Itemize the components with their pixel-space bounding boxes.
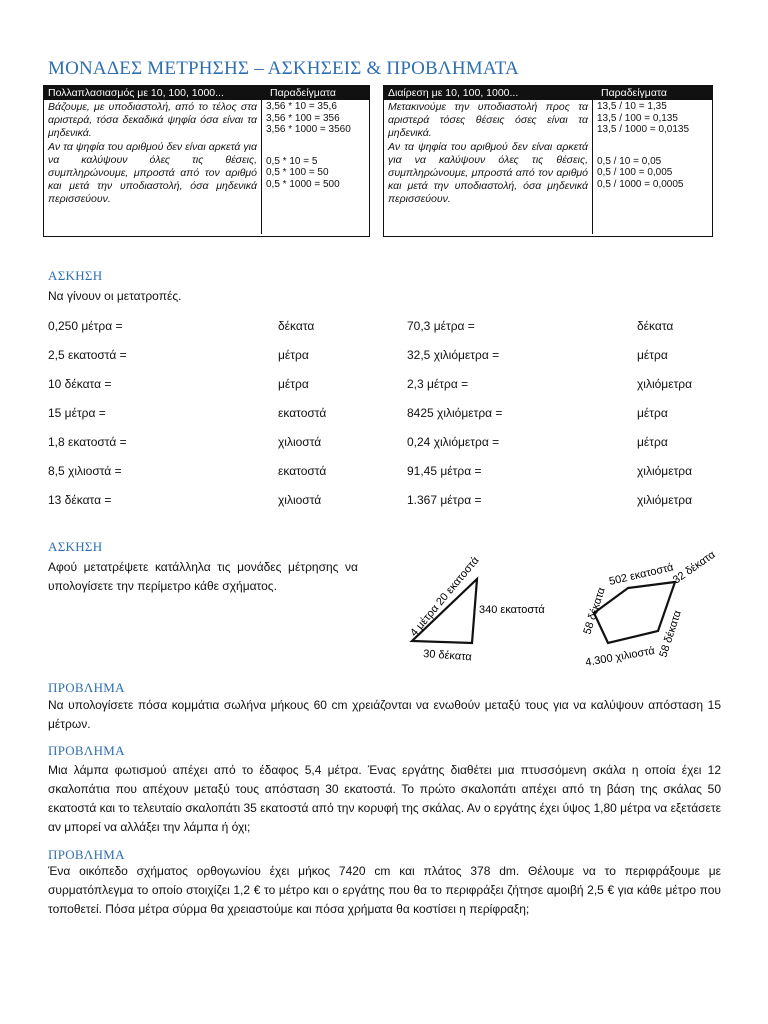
example-line: 13,5 / 100 = 0,135	[597, 112, 678, 124]
example-line: 0,5 / 1000 = 0,0005	[597, 178, 684, 190]
problem-text: Μια λάμπα φωτισμού απέχει από το έδαφος 5,4 μέτρα. Ένας εργάτης διαθέτει μια πτυσσόμενη σκάλα η οποία έχει 12 σκαλοπάτια που απέχουν μεταξύ τους απόσταση 30 εκατοστά. Το πρώτο σκαλοπάτι απέχει από τη βάση της σκάλας 50 εκατοστά και το τελευταίο σκαλοπάτι 35 εκατοστά από την κορυφή της σκάλας. Αν ο εργάτης έχει ύψος 1,80 μέτρα να εξετάσετε αν μπορεί να αλλάξει την λάμπα ή όχι;	[48, 763, 721, 834]
conversion-right-expression: 32,5 χιλιόμετρα =	[407, 348, 500, 362]
conversion-right-expression: 0,24 χιλιόμετρα =	[407, 435, 500, 449]
rule-paragraph: Αν τα ψηφία του αριθμού δεν είναι αρκετά για να καλύψουν όλες τις θέσεις, συμπληρώνουμε, μπροστά από τον αριθμό και μετά την υποδιαστολή, όσα μηδενικά περισσεύουν.	[48, 140, 257, 206]
multiplication-rule-text	[44, 100, 262, 234]
quadrilateral-side-label: 502 εκατοστά	[607, 561, 675, 588]
conversion-right-expression: 8425 χιλιόμετρα =	[407, 406, 503, 420]
conversion-left-expression: 15 μέτρα =	[48, 406, 106, 420]
exercise-instruction: Να γίνουν οι μετατροπές.	[48, 289, 182, 303]
rule-paragraph: Βάζουμε, με υποδιαστολή, από το τέλος στα αριστερά, τόσα δεκαδικά ψηφία όσα είναι τα μηδενικά.	[48, 101, 257, 140]
quadrilateral-side-label: 32 δέκατα	[670, 548, 718, 587]
page-title: ΜΟΝΑΔΕΣ ΜΕΤΡΗΣΗΣ – ΑΣΚΗΣΕΙΣ & ΠΡΟΒΛΗΜΑΤΑ	[48, 58, 519, 79]
triangle-figure	[385, 554, 545, 670]
triangle-side-label: 340 εκατοστά	[479, 604, 545, 616]
example-line: 0,5 / 100 = 0,005	[597, 167, 673, 179]
conversion-right-expression: 2,3 μέτρα =	[407, 377, 469, 391]
example-line: 13,5 / 1000 = 0,0135	[597, 124, 690, 136]
example-line: 0,5 * 100 = 50	[266, 167, 329, 179]
problem-heading: ΠΡΟΒΛΗΜΑ	[48, 847, 125, 862]
conversion-right-unit: μέτρα	[637, 435, 668, 449]
conversion-left-unit: εκατοστά	[278, 464, 327, 478]
multiplication-rule-box	[43, 85, 370, 237]
conversion-right-expression: 91,45 μέτρα =	[407, 464, 482, 478]
conversion-left-unit: εκατοστά	[278, 406, 327, 420]
conversion-right-unit: χιλιόμετρα	[637, 464, 693, 478]
example-line: 0,5 / 10 = 0,05	[597, 155, 662, 167]
conversion-right-expression: 70,3 μέτρα =	[407, 319, 475, 333]
example-line: 0,5 * 10 = 5	[266, 155, 318, 167]
conversion-left-expression: 2,5 εκατοστά =	[48, 348, 127, 362]
example-line: 0,5 * 1000 = 500	[266, 178, 340, 190]
exercise-text: Αφού μετατρέψετε κατάλληλα τις μονάδες μέτρησης να υπολογίσετε την περίμετρο κάθε σχήματος.	[48, 560, 358, 593]
example-line: 3,56 * 10 = 35,6	[266, 101, 337, 112]
multiplication-rule-header	[44, 86, 369, 100]
conversion-right-unit: δέκατα	[637, 319, 674, 333]
exercise-heading: ΑΣΚΗΣΗ	[48, 539, 103, 554]
conversion-right-unit: χιλιόμετρα	[637, 493, 693, 507]
quadrilateral-side-label: 4.300 χιλιοστά	[584, 644, 656, 669]
multiplication-examples	[262, 100, 369, 234]
conversion-left-expression: 13 δέκατα =	[48, 493, 112, 507]
quadrilateral-side-label: 58 δέκατα	[657, 609, 684, 659]
example-line: 13,5 / 10 = 1,35	[597, 101, 667, 112]
problem-text: Ένα οικόπεδο σχήματος ορθογωνίου έχει μήκος 7420 cm και πλάτος 378 dm. Θέλουμε να το περιφράξουμε με συρματόπλεγμα το οποίο στοιχίζει 1,2 € το μέτρο και ο εργάτης που θα το περιφράξει ζήτησε αμοιβή 2,5 € για κάθε μέτρο που τοποθετεί. Πόσα μέτρα σύρμα θα χρειαστούμε και πόσα χρήματα θα κοστίσει η περίφραξη;	[48, 864, 721, 916]
rule-header-label: Πολλαπλασιασμός με 10, 100, 1000...	[48, 87, 224, 99]
conversion-left-expression: 0,250 μέτρα =	[48, 319, 123, 333]
example-line: 3,56 * 100 = 356	[266, 112, 340, 124]
conversion-right-expression: 1.367 μέτρα =	[407, 493, 482, 507]
examples-header-label: Παραδείγματα	[270, 87, 336, 99]
conversion-left-unit: δέκατα	[278, 319, 315, 333]
problem-text: Να υπολογίσετε πόσα κομμάτια σωλήνα μήκους 60 cm χρειάζονται να ενωθούν μεταξύ τους για να καλύψουν απόσταση 15 μέτρων.	[48, 698, 721, 731]
division-rule-header	[384, 86, 712, 100]
conversion-left-expression: 1,8 εκατοστά =	[48, 435, 127, 449]
example-line: 3,56 * 1000 = 3560	[266, 124, 351, 136]
conversion-left-expression: 10 δέκατα =	[48, 377, 112, 391]
quadrilateral-figure	[570, 548, 720, 672]
rule-paragraph: Μετακινούμε την υποδιαστολή προς τα αριστερά τόσες θέσεις όσες είναι τα μηδενικά.	[388, 101, 588, 140]
conversion-left-unit: μέτρα	[278, 348, 309, 362]
problem-heading: ΠΡΟΒΛΗΜΑ	[48, 680, 125, 695]
rule-header-label: Διαίρεση με 10, 100, 1000...	[388, 87, 519, 99]
conversion-left-unit: χιλιοστά	[278, 435, 322, 449]
conversion-left-expression: 8,5 χιλιοστά =	[48, 464, 122, 478]
conversion-right-unit: μέτρα	[637, 406, 668, 420]
division-rule-box	[383, 85, 713, 237]
problem-heading: ΠΡΟΒΛΗΜΑ	[48, 743, 125, 758]
division-rule-text	[384, 100, 593, 234]
conversion-right-unit: χιλιόμετρα	[637, 377, 693, 391]
rule-paragraph: Αν τα ψηφία του αριθμού δεν είναι αρκετά για να καλύψουν όλες τις θέσεις, συμπληρώνουμε, μπροστά από τον αριθμό και μετά την υποδιαστολή, όσα μηδενικά περισσεύουν.	[388, 140, 588, 206]
examples-header-label: Παραδείγματα	[601, 87, 667, 99]
conversion-left-unit: μέτρα	[278, 377, 309, 391]
exercise-heading: ΑΣΚΗΣΗ	[48, 268, 103, 283]
quadrilateral-side-label: 58 δέκατα	[581, 586, 608, 636]
division-examples	[593, 100, 712, 234]
triangle-side-label: 30 δέκατα	[422, 648, 473, 664]
triangle-side-label: 4 μέτρα 20 εκατοστά	[408, 554, 482, 639]
conversion-left-unit: χιλιοστά	[278, 493, 322, 507]
conversion-right-unit: μέτρα	[637, 348, 668, 362]
